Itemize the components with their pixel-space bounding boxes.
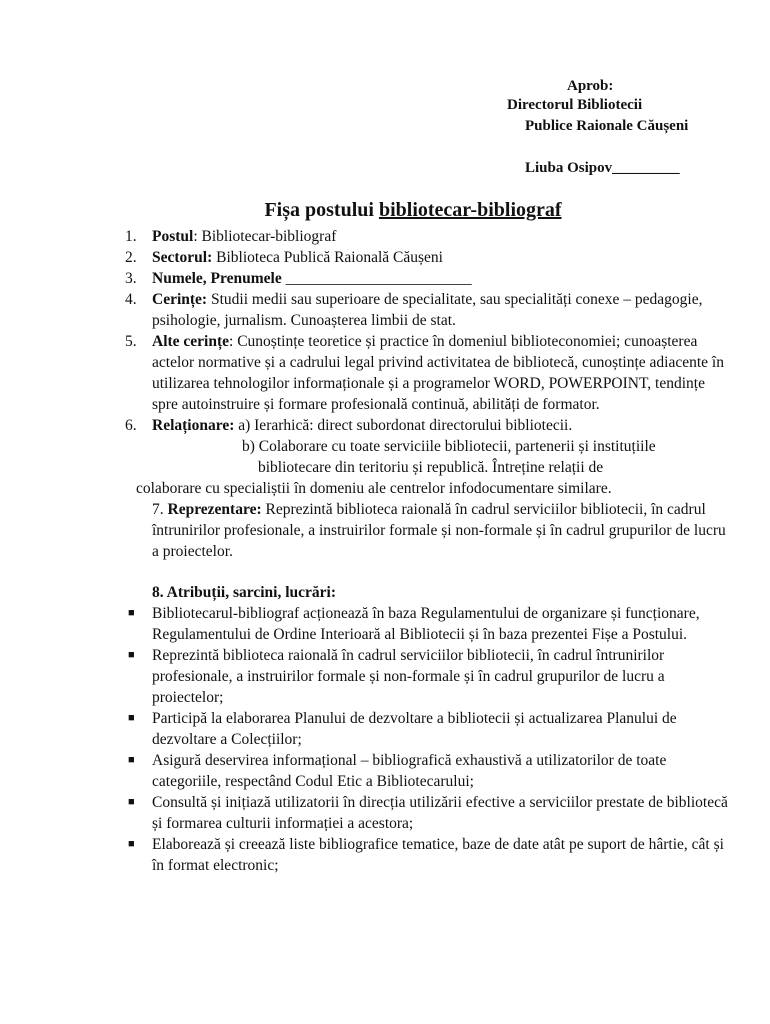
bullet-text: Asigură deservirea informațional – bibliografică exhaustivă a utilizatorilor de toate categoriile, respectând Codul Etic a Bibliotecarului; — [152, 752, 667, 790]
list-item — [0, 834, 732, 876]
page-title — [0, 200, 770, 221]
list-item — [0, 603, 732, 645]
item-text: : Cunoștințe teoretice și practice în domeniul biblioteconomiei; cunoașterea actelor normative și a cadrului legal privind activitatea de bibliotecă, cunoștințe adiacente în utilizarea tehnologilor informaționale și a programelor WORD, POWERPOINT, tendințe spre autoinstruire și formare profesională continuă, abilități de formator. — [152, 333, 724, 413]
item-label: Alte cerințe — [152, 333, 230, 350]
title-position: bibliotecar-bibliograf — [378, 199, 562, 221]
relation-sub-b-cont: bibliotecare din teritoriu și republică. Întreține relații de — [258, 459, 604, 476]
bullet-text: Consultă și inițiază utilizatorii în direcția utilizării efective a serviciilor prestate de bibliotecă și formarea culturii informației a acestora; — [152, 794, 728, 832]
bullet-text: Participă la elaborarea Planului de dezvoltare a bibliotecii și actualizarea Planului de dezvoltare a Colecțiilor; — [152, 710, 677, 748]
bullet-icon: ■ — [128, 796, 135, 808]
item-label: Numele, Prenumele — [152, 270, 282, 287]
item-text: Reprezintă biblioteca raională în cadrul serviciilor bibliotecii, în cadrul întrunirilor profesionale, a instruirilor formale și non-formale și în cadrul grupurilor de lucru a proiectelor. — [152, 501, 726, 560]
list-item — [0, 226, 732, 247]
list-item-7 — [0, 499, 732, 562]
list-item — [0, 750, 732, 792]
section-heading — [0, 582, 732, 603]
bullet-icon: ■ — [128, 712, 135, 724]
item-label: Reprezentare: — [167, 501, 262, 518]
section-8-heading: 8. Atribuții, sarcini, lucrări: — [152, 584, 336, 601]
approval-label: Aprob: — [567, 78, 614, 94]
list-item — [0, 289, 732, 331]
list-item — [0, 247, 732, 268]
duties-list — [0, 603, 770, 876]
item-label: Sectorul: — [152, 249, 213, 266]
bullet-icon: ■ — [128, 838, 135, 850]
item-number: 5. — [125, 333, 137, 350]
item-number: 1. — [125, 228, 137, 245]
list-item — [0, 708, 732, 750]
bullet-icon: ■ — [128, 754, 135, 766]
item-number: 6. — [125, 417, 137, 434]
item-text: : Bibliotecar-bibliograf — [193, 228, 337, 245]
bullet-text: Reprezintă biblioteca raională în cadrul serviciilor bibliotecii, în cadrul întrunirilor profesionale, a instruirilor formale și non-formale și în cadrul grupurilor de lucru a proiectelor; — [152, 647, 665, 706]
item-text: ________________________ — [281, 270, 472, 287]
item-text: a) Ierarhică: direct subordonat directorului bibliotecii. — [234, 417, 573, 434]
list-item — [0, 331, 732, 415]
approval-institution: Publice Raionale Căușeni — [525, 118, 689, 134]
document-body — [0, 226, 770, 876]
list-item — [0, 792, 732, 834]
relation-sub-b-cont2: colaborare cu specialiștii în domeniu ale centrelor infodocumentare similare. — [136, 480, 612, 497]
relation-sub-b: b) Colaborare cu toate serviciile bibliotecii, partenerii și instituțiile — [242, 438, 656, 455]
item-number: 4. — [125, 291, 137, 308]
approval-signatory: Liuba Osipov_________ — [525, 160, 680, 176]
bullet-icon: ■ — [128, 649, 135, 661]
item-number: 3. — [125, 270, 137, 287]
item-label: Cerințe: — [152, 291, 208, 308]
item-text: Studii medii sau superioare de specialitate, sau specialități conexe – pedagogie, psihologie, jurnalism. Cunoașterea limbii de stat. — [152, 291, 703, 329]
list-item — [0, 415, 732, 436]
item-label: Relaționare: — [152, 417, 235, 434]
list-item — [0, 645, 732, 708]
item-number: 7. — [152, 501, 164, 518]
item-number: 2. — [125, 249, 137, 266]
title-prefix: Fișa postului — [264, 199, 379, 221]
approval-position: Directorul Bibliotecii — [507, 97, 643, 113]
bullet-text: Elaborează și creează liste bibliografice tematice, baze de date atât pe suport de hârtie, cât și în format electronic; — [152, 836, 724, 874]
item-label: Postul — [152, 228, 194, 245]
item-text: Biblioteca Publică Raională Căușeni — [212, 249, 443, 266]
list-item — [0, 268, 732, 289]
bullet-text: Bibliotecarul-bibliograf acționează în baza Regulamentului de organizare și funcționare, Regulamentului de Ordine Interioară al Bibliotecii și în baza prezentei Fișe a Postului. — [152, 605, 700, 643]
bullet-icon: ■ — [128, 607, 135, 619]
